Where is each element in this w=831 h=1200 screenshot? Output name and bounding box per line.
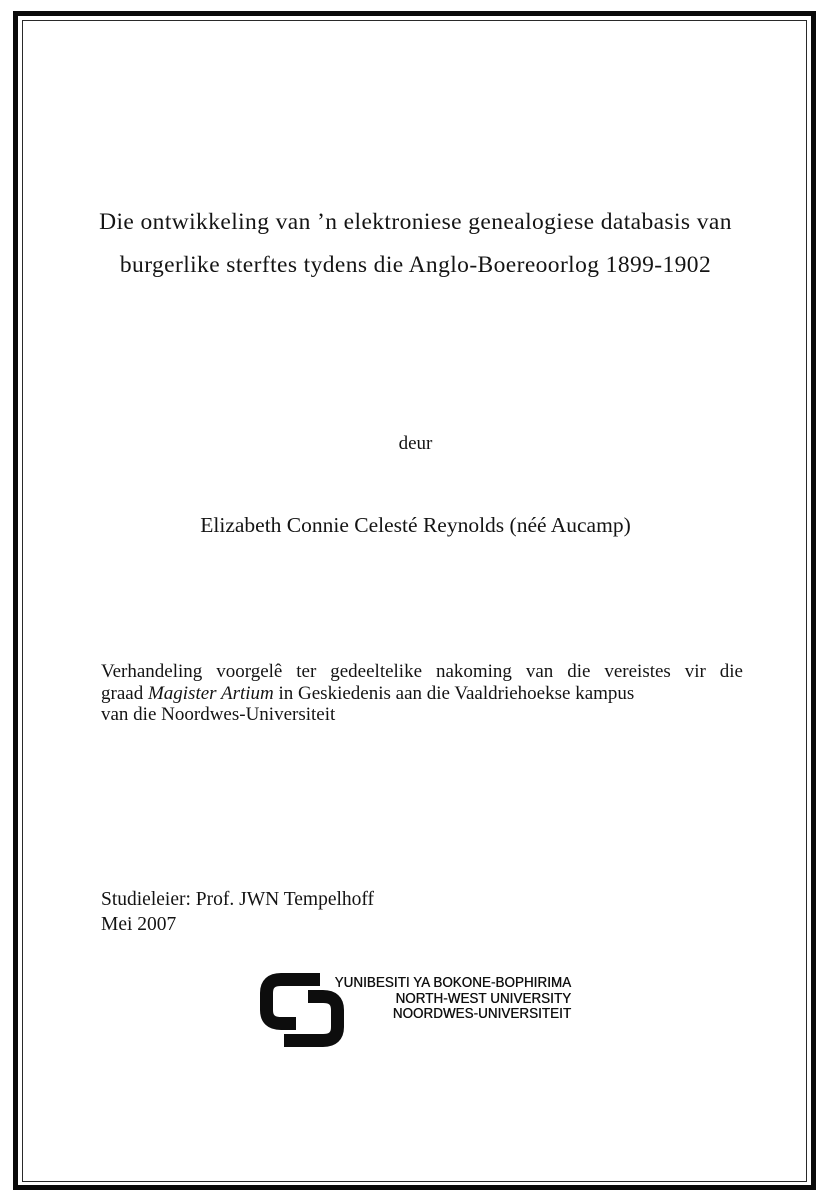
- author-name: Elizabeth Connie Celesté Reynolds (néé Aucamp): [200, 513, 631, 537]
- date-line: Mei 2007: [101, 914, 177, 935]
- statement-line2-pre: graad: [101, 682, 148, 704]
- nwu-logo-wordmark: [334, 976, 571, 1023]
- thesis-title: [60, 207, 771, 280]
- thesis-title-line2: burgerlike sterftes tydens die Anglo-Boereoorlog 1899-1902: [119, 252, 712, 278]
- nwu-logo-mark-icon: [257, 971, 347, 1049]
- submission-statement-line1: Verhandeling voorgelê ter gedeeltelike nakoming van die vereistes vir die: [101, 661, 743, 682]
- logo-line-english: NORTH-WEST UNIVERSITY: [395, 990, 571, 1007]
- logo-line-afrikaans: NOORDWES-UNIVERSITEIT: [392, 1006, 571, 1023]
- submission-statement-line3: van die Noordwes-Universiteit: [101, 704, 336, 725]
- submission-statement-line2: [101, 683, 743, 705]
- statement-line2-post: in Geskiedenis aan die Vaaldriehoekse kampus: [273, 682, 635, 704]
- thesis-title-line1: Die ontwikkeling van ’n elektroniese genealogiese databasis van: [99, 209, 732, 235]
- byline-label: deur: [398, 433, 433, 454]
- degree-name: Magister Artium: [147, 682, 274, 704]
- supervisor-block: [101, 887, 374, 937]
- submission-statement: [101, 661, 743, 726]
- logo-line-setswana: YUNIBESITI YA BOKONE-BOPHIRIMA: [334, 975, 571, 991]
- supervisor-line: Studieleier: Prof. JWN Tempelhoff: [101, 889, 375, 910]
